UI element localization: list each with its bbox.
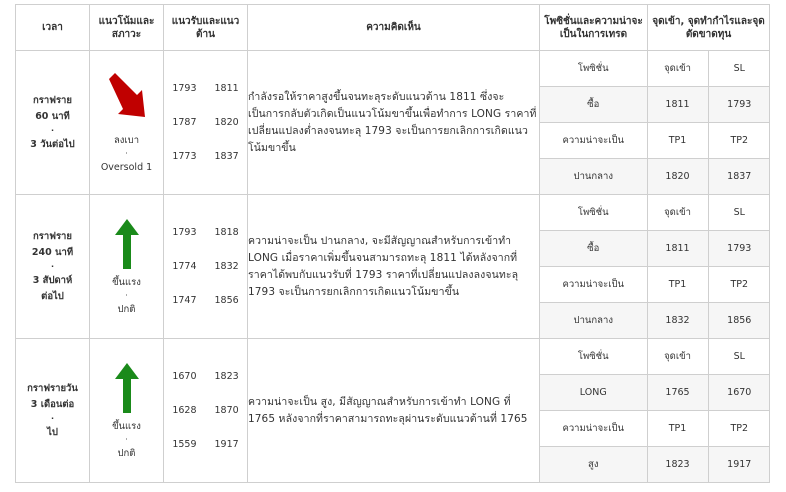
timeframe-line: 3 วันต่อไป [30, 138, 75, 150]
separator-dot: · [50, 125, 55, 135]
support-level: 1773 [172, 151, 197, 162]
support-level: 1787 [172, 117, 197, 128]
separator-dot: · [125, 290, 128, 300]
timeframe-line: กราฟราย [33, 230, 72, 242]
timeframe-cell [16, 51, 90, 195]
position-value: 1837 [708, 159, 770, 195]
support-level: 1774 [172, 261, 197, 272]
header-comment: ความคิดเห็น [248, 5, 540, 51]
position-row [540, 231, 770, 267]
support-resistance-cell [164, 195, 248, 339]
position-value: SL [708, 339, 770, 375]
support-level: 1793 [172, 227, 197, 238]
position-value: ความน่าจะเป็น [540, 411, 647, 447]
position-row [540, 303, 770, 339]
position-value: SL [708, 51, 770, 87]
position-value: TP2 [708, 267, 770, 303]
trend-label: ขึ้นแรง [112, 420, 141, 432]
position-value: 1793 [708, 231, 770, 267]
forecast-table [15, 4, 770, 483]
trend-label: ขึ้นแรง [112, 276, 141, 288]
position-value: 1765 [647, 375, 708, 411]
separator-dot: · [125, 148, 128, 158]
position-value: สูง [540, 447, 647, 483]
position-row [540, 267, 770, 303]
position-value: จุดเข้า [647, 339, 708, 375]
trend-cell [90, 339, 164, 483]
position-value: ซื้อ [540, 87, 647, 123]
position-row [540, 339, 770, 375]
position-row [540, 87, 770, 123]
header-entry-label: จุดเข้า, จุดทำกำไรและจุดตัดขาดทุน [652, 15, 765, 40]
position-value: ความน่าจะเป็น [540, 267, 647, 303]
comment-cell: ความน่าจะเป็น ปานกลาง, จะมีสัญญาณสำหรับการเข้าทำ LONG เมื่อราคาเพิ่มขึ้นจนสามารถทะลุ 1811 ได้หลังจากที่ราคาได้พบกับแนวรับที่ 1793 ราคาที่เปลี่ยนแปลงลงจนทะลุ 1793 จะเป็นการยกเลิกการเกิดแนวโน้มขาขึ้น [248, 195, 540, 339]
trend-up-arrow-icon [105, 361, 149, 415]
position-value: โพซิชั่น [540, 195, 647, 231]
support-level: 1670 [172, 371, 197, 382]
position-value: TP2 [708, 123, 770, 159]
position-value: ปานกลาง [540, 159, 647, 195]
timeframe-line: 240 นาที [31, 246, 74, 258]
resistance-level: 1837 [214, 151, 239, 162]
trend-cell [90, 195, 164, 339]
timeframe-line: กราฟราย [33, 94, 72, 106]
timeframe-line: กราฟรายวัน [27, 382, 78, 394]
timeframe-cell [16, 339, 90, 483]
support-level: 1793 [172, 83, 197, 94]
position-value: ซื้อ [540, 231, 647, 267]
support-resistance-pair [164, 394, 247, 428]
support-resistance-pair [164, 360, 247, 394]
position-value: จุดเข้า [647, 195, 708, 231]
position-row [540, 411, 770, 447]
trend-cell [90, 51, 164, 195]
resistance-level: 1856 [214, 295, 239, 306]
position-value: TP1 [647, 411, 708, 447]
position-value: 1856 [708, 303, 770, 339]
position-row [540, 195, 770, 231]
resistance-level: 1820 [214, 117, 239, 128]
support-resistance-pair [164, 284, 247, 318]
position-value: 1670 [708, 375, 770, 411]
support-resistance-pair [164, 428, 247, 462]
header-support-resistance: แนวรับและแนวต้าน [164, 5, 248, 51]
position-value: 1811 [647, 87, 708, 123]
timeframe-line: 3 สัปดาห์ [32, 274, 73, 286]
position-value: 1811 [647, 231, 708, 267]
comment-cell: ความน่าจะเป็น สูง, มีสัญญาณสำหรับการเข้าทำ LONG ที่ 1765 หลังจากที่ราคาสามารถทะลุผ่านระดับแนวต้านที่ 1765 [248, 339, 540, 483]
condition-label: ปกติ [117, 303, 136, 315]
position-cell [540, 51, 770, 195]
table-row [16, 195, 770, 339]
support-resistance-pair [164, 140, 247, 174]
position-value: 1793 [708, 87, 770, 123]
support-resistance-cell [164, 339, 248, 483]
table-body [16, 51, 770, 483]
resistance-level: 1870 [214, 405, 239, 416]
position-row [540, 123, 770, 159]
position-value: โพซิชั่น [540, 339, 647, 375]
position-cell [540, 195, 770, 339]
timeframe-line: ไป [47, 426, 58, 438]
header-row [16, 5, 770, 51]
timeframe-line: ต่อไป [41, 290, 64, 302]
position-value: 1823 [647, 447, 708, 483]
trend-down-arrow-icon [105, 71, 149, 125]
position-value: SL [708, 195, 770, 231]
resistance-level: 1832 [214, 261, 239, 272]
position-row [540, 159, 770, 195]
timeframe-line: 3 เดือนต่อ [30, 398, 75, 410]
resistance-level: 1823 [214, 371, 239, 382]
header-position-label: โพซิชั่นและความน่าจะเป็นในการเทรด [540, 5, 648, 50]
position-row [540, 375, 770, 411]
condition-label: ปกติ [117, 447, 136, 459]
position-table [540, 195, 770, 338]
support-resistance-pair [164, 72, 247, 106]
position-value: ความน่าจะเป็น [540, 123, 647, 159]
position-table [540, 51, 770, 194]
position-value: 1917 [708, 447, 770, 483]
resistance-level: 1917 [214, 439, 239, 450]
position-value: TP1 [647, 267, 708, 303]
header-trend: แนวโน้มและสภาวะ [90, 5, 164, 51]
table-row [16, 339, 770, 483]
resistance-level: 1818 [214, 227, 239, 238]
support-resistance-pair [164, 216, 247, 250]
position-row [540, 447, 770, 483]
support-level: 1747 [172, 295, 197, 306]
header-time: เวลา [16, 5, 90, 51]
position-value: 1820 [647, 159, 708, 195]
support-resistance-cell [164, 51, 248, 195]
position-value: ปานกลาง [540, 303, 647, 339]
support-level: 1559 [172, 439, 197, 450]
comment-cell: กำลังรอให้ราคาสูงขึ้นจนทะลุระดับแนวต้าน 1811 ซึ่งจะเป็นการกลับตัวเกิดเป็นแนวโน้มขาขึ้นเพื่อทำการ LONG ราคาที่เปลี่ยนแปลงต่ำลงจนทะลุ 1793 จะเป็นการยกเลิกการเกิดแนวโน้มขาขึ้น [248, 51, 540, 195]
table-row [16, 51, 770, 195]
position-value: LONG [540, 375, 647, 411]
condition-label: Oversold 1 [100, 161, 153, 173]
position-value: จุดเข้า [647, 51, 708, 87]
separator-dot: · [125, 434, 128, 444]
timeframe-line: 60 นาที [35, 110, 70, 122]
trend-label: ลงเบา [113, 134, 140, 146]
timeframe-cell [16, 195, 90, 339]
separator-dot: · [50, 413, 55, 423]
support-resistance-pair [164, 250, 247, 284]
position-cell [540, 339, 770, 483]
position-value: TP1 [647, 123, 708, 159]
position-value: โพซิชั่น [540, 51, 647, 87]
header-position [540, 5, 770, 51]
resistance-level: 1811 [214, 83, 239, 94]
position-value: TP2 [708, 411, 770, 447]
position-table [540, 339, 770, 482]
separator-dot: · [50, 261, 55, 271]
position-row [540, 51, 770, 87]
support-resistance-pair [164, 106, 247, 140]
trend-up-arrow-icon [105, 217, 149, 271]
position-value: 1832 [647, 303, 708, 339]
support-level: 1628 [172, 405, 197, 416]
